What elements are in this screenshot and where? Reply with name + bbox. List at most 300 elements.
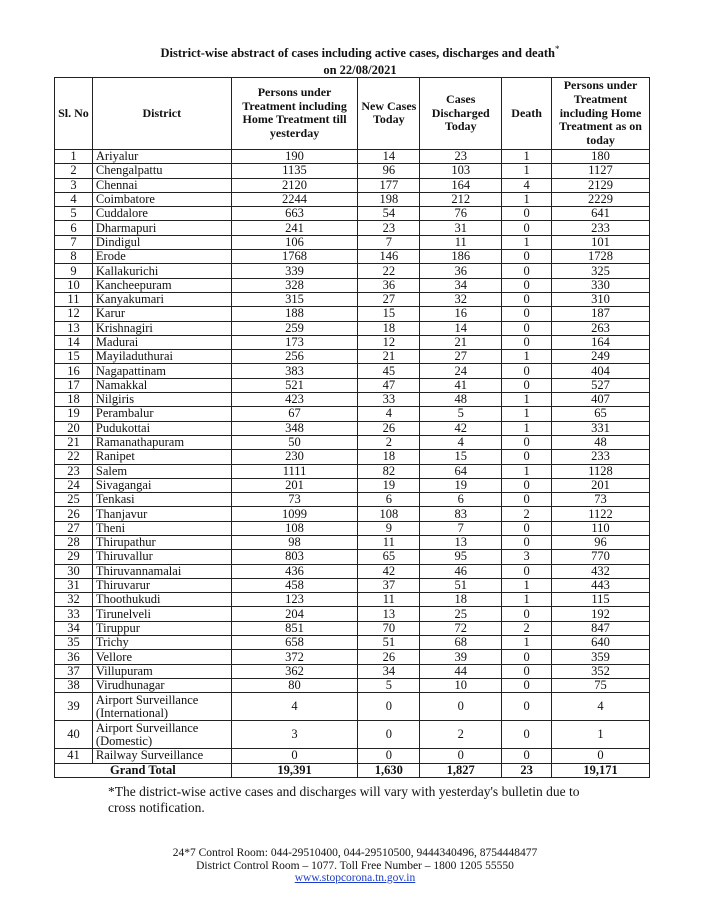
cell-today: 640 — [552, 636, 650, 650]
cell-today: 233 — [552, 450, 650, 464]
table-row — [55, 149, 650, 163]
cell-death: 0 — [502, 664, 552, 678]
header-district: District — [92, 78, 231, 150]
cell-district: Trichy — [92, 636, 231, 650]
cell-death: 1 — [502, 593, 552, 607]
cell-district: Ranipet — [92, 450, 231, 464]
cell-new-cases: 34 — [358, 664, 420, 678]
cell-district: Tirunelveli — [92, 607, 231, 621]
cell-death: 0 — [502, 264, 552, 278]
cell-yesterday: 2244 — [231, 192, 358, 206]
cell-death: 2 — [502, 507, 552, 521]
cell-new-cases: 19 — [358, 478, 420, 492]
table-row — [55, 235, 650, 249]
cell-today: 407 — [552, 393, 650, 407]
cell-sl-no: 6 — [55, 221, 93, 235]
cell-today: 527 — [552, 378, 650, 392]
cell-district: Mayiladuthurai — [92, 350, 231, 364]
cell-yesterday: 423 — [231, 393, 358, 407]
cell-new-cases: 51 — [358, 636, 420, 650]
cell-yesterday: 230 — [231, 450, 358, 464]
cell-discharged: 44 — [420, 664, 502, 678]
cell-new-cases: 15 — [358, 307, 420, 321]
header-death: Death — [502, 78, 552, 150]
header-sl-no: Sl. No — [55, 78, 93, 150]
cell-district: Dharmapuri — [92, 221, 231, 235]
cell-death: 1 — [502, 636, 552, 650]
total-new: 1,630 — [358, 763, 420, 777]
cell-yesterday: 521 — [231, 378, 358, 392]
table-row — [55, 278, 650, 292]
table-row — [55, 407, 650, 421]
cell-yesterday: 241 — [231, 221, 358, 235]
cell-discharged: 15 — [420, 450, 502, 464]
title-line-1: District-wise abstract of cases including active cases, discharges and death — [160, 46, 555, 61]
cell-today: 2229 — [552, 192, 650, 206]
cell-district: Krishnagiri — [92, 321, 231, 335]
grand-total-label: Grand Total — [55, 763, 232, 777]
cell-yesterday: 658 — [231, 636, 358, 650]
cell-discharged: 103 — [420, 164, 502, 178]
cell-discharged: 24 — [420, 364, 502, 378]
cell-yesterday: 106 — [231, 235, 358, 249]
cell-today: 263 — [552, 321, 650, 335]
cell-discharged: 5 — [420, 407, 502, 421]
cell-yesterday: 108 — [231, 521, 358, 535]
cell-new-cases: 82 — [358, 464, 420, 478]
table-row — [55, 678, 650, 692]
cell-death: 0 — [502, 478, 552, 492]
cell-sl-no: 17 — [55, 378, 93, 392]
cell-sl-no: 37 — [55, 664, 93, 678]
cell-sl-no: 9 — [55, 264, 93, 278]
cell-district: Dindigul — [92, 235, 231, 249]
cell-yesterday: 190 — [231, 149, 358, 163]
cell-today: 110 — [552, 521, 650, 535]
cell-sl-no: 22 — [55, 450, 93, 464]
cell-sl-no: 14 — [55, 335, 93, 349]
cell-new-cases: 108 — [358, 507, 420, 521]
cell-discharged: 2 — [420, 721, 502, 749]
cell-sl-no: 23 — [55, 464, 93, 478]
cell-yesterday: 663 — [231, 207, 358, 221]
cell-yesterday: 1111 — [231, 464, 358, 478]
table-row — [55, 521, 650, 535]
table-row — [55, 264, 650, 278]
total-discharged: 1,827 — [420, 763, 502, 777]
cell-new-cases: 36 — [358, 278, 420, 292]
cell-district: Chennai — [92, 178, 231, 192]
cell-today: 187 — [552, 307, 650, 321]
table-row — [55, 621, 650, 635]
cell-death: 4 — [502, 178, 552, 192]
cell-district: Salem — [92, 464, 231, 478]
table-row — [55, 250, 650, 264]
cell-death: 0 — [502, 693, 552, 721]
cell-yesterday: 348 — [231, 421, 358, 435]
table-row — [55, 221, 650, 235]
cell-today: 164 — [552, 335, 650, 349]
cell-new-cases: 37 — [358, 578, 420, 592]
cell-death: 1 — [502, 407, 552, 421]
table-row — [55, 178, 650, 192]
cell-today: 96 — [552, 536, 650, 550]
table-row — [55, 578, 650, 592]
cell-sl-no: 21 — [55, 435, 93, 449]
cell-district: Sivagangai — [92, 478, 231, 492]
total-death: 23 — [502, 763, 552, 777]
cell-sl-no: 40 — [55, 721, 93, 749]
cell-discharged: 13 — [420, 536, 502, 550]
table-row — [55, 207, 650, 221]
table-row — [55, 493, 650, 507]
cell-district: Thirupathur — [92, 536, 231, 550]
cell-district: Thiruvallur — [92, 550, 231, 564]
cell-death: 0 — [502, 564, 552, 578]
cell-district: Kanyakumari — [92, 292, 231, 306]
cell-discharged: 31 — [420, 221, 502, 235]
cell-today: 180 — [552, 149, 650, 163]
cell-sl-no: 3 — [55, 178, 93, 192]
cell-new-cases: 0 — [358, 721, 420, 749]
cell-discharged: 23 — [420, 149, 502, 163]
cell-death: 0 — [502, 321, 552, 335]
cell-today: 115 — [552, 593, 650, 607]
table-row — [55, 321, 650, 335]
cell-death: 0 — [502, 536, 552, 550]
cell-yesterday: 4 — [231, 693, 358, 721]
cell-sl-no: 24 — [55, 478, 93, 492]
cell-district: Thanjavur — [92, 507, 231, 521]
cell-sl-no: 4 — [55, 192, 93, 206]
cell-death: 1 — [502, 578, 552, 592]
cell-new-cases: 21 — [358, 350, 420, 364]
cell-yesterday: 436 — [231, 564, 358, 578]
cell-sl-no: 8 — [55, 250, 93, 264]
total-today: 19,171 — [552, 763, 650, 777]
table-body — [55, 149, 650, 763]
table-row — [55, 536, 650, 550]
cell-discharged: 19 — [420, 478, 502, 492]
cell-new-cases: 42 — [358, 564, 420, 578]
cell-district: Thoothukudi — [92, 593, 231, 607]
cell-district: Chengalpattu — [92, 164, 231, 178]
cell-today: 310 — [552, 292, 650, 306]
cell-district: Theni — [92, 521, 231, 535]
cell-yesterday: 80 — [231, 678, 358, 692]
cell-district: Thiruvarur — [92, 578, 231, 592]
cell-death: 0 — [502, 307, 552, 321]
cell-yesterday: 259 — [231, 321, 358, 335]
cell-discharged: 36 — [420, 264, 502, 278]
cell-yesterday: 1135 — [231, 164, 358, 178]
table-row — [55, 478, 650, 492]
cell-new-cases: 146 — [358, 250, 420, 264]
cell-death: 0 — [502, 378, 552, 392]
district-control-line: District Control Room – 1077. Toll Free Number – 1800 1205 55550 — [196, 859, 514, 872]
cell-death: 0 — [502, 207, 552, 221]
cell-new-cases: 14 — [358, 149, 420, 163]
cell-discharged: 32 — [420, 292, 502, 306]
cell-new-cases: 198 — [358, 192, 420, 206]
header-yesterday: Persons under Treatment including Home Treatment till yesterday — [231, 78, 358, 150]
cell-today: 201 — [552, 478, 650, 492]
cell-yesterday: 2120 — [231, 178, 358, 192]
table-row — [55, 749, 650, 763]
table-row — [55, 464, 650, 478]
cell-sl-no: 31 — [55, 578, 93, 592]
cell-sl-no: 16 — [55, 364, 93, 378]
cell-sl-no: 39 — [55, 693, 93, 721]
cell-discharged: 11 — [420, 235, 502, 249]
cell-yesterday: 256 — [231, 350, 358, 364]
cell-yesterday: 372 — [231, 650, 358, 664]
cell-death: 0 — [502, 221, 552, 235]
cell-new-cases: 27 — [358, 292, 420, 306]
cell-new-cases: 7 — [358, 235, 420, 249]
cell-sl-no: 35 — [55, 636, 93, 650]
cell-discharged: 25 — [420, 607, 502, 621]
cell-death: 1 — [502, 464, 552, 478]
cell-district: Thiruvannamalai — [92, 564, 231, 578]
cell-new-cases: 47 — [358, 378, 420, 392]
cell-yesterday: 98 — [231, 536, 358, 550]
cell-today: 48 — [552, 435, 650, 449]
cell-yesterday: 67 — [231, 407, 358, 421]
cell-yesterday: 3 — [231, 721, 358, 749]
cell-sl-no: 41 — [55, 749, 93, 763]
cell-sl-no: 30 — [55, 564, 93, 578]
header-discharged: Cases Discharged Today — [420, 78, 502, 150]
cell-discharged: 51 — [420, 578, 502, 592]
cell-new-cases: 33 — [358, 393, 420, 407]
cell-discharged: 95 — [420, 550, 502, 564]
cell-discharged: 76 — [420, 207, 502, 221]
cell-new-cases: 23 — [358, 221, 420, 235]
cell-discharged: 27 — [420, 350, 502, 364]
cell-death: 1 — [502, 393, 552, 407]
cell-today: 1728 — [552, 250, 650, 264]
cell-yesterday: 328 — [231, 278, 358, 292]
cell-discharged: 83 — [420, 507, 502, 521]
table-row — [55, 192, 650, 206]
cell-new-cases: 70 — [358, 621, 420, 635]
cell-discharged: 39 — [420, 650, 502, 664]
cell-today: 770 — [552, 550, 650, 564]
cell-new-cases: 6 — [358, 493, 420, 507]
title-asterisk: * — [554, 44, 560, 54]
cell-death: 1 — [502, 164, 552, 178]
cell-death: 0 — [502, 335, 552, 349]
cell-district: Tenkasi — [92, 493, 231, 507]
cell-today: 233 — [552, 221, 650, 235]
cell-district: Nilgiris — [92, 393, 231, 407]
cell-today: 1127 — [552, 164, 650, 178]
cell-today: 0 — [552, 749, 650, 763]
contact-footer — [80, 847, 630, 885]
cell-death: 1 — [502, 421, 552, 435]
footnote: *The district-wise active cases and discharges will vary with yesterday's bulletin due to cross notification. — [108, 784, 580, 815]
cell-new-cases: 177 — [358, 178, 420, 192]
table-row — [55, 693, 650, 721]
cell-discharged: 72 — [420, 621, 502, 635]
cell-sl-no: 26 — [55, 507, 93, 521]
table-row — [55, 164, 650, 178]
cell-yesterday: 188 — [231, 307, 358, 321]
cell-district: Namakkal — [92, 378, 231, 392]
cell-today: 4 — [552, 693, 650, 721]
cell-district: Perambalur — [92, 407, 231, 421]
cell-sl-no: 25 — [55, 493, 93, 507]
cell-discharged: 64 — [420, 464, 502, 478]
cell-yesterday: 339 — [231, 264, 358, 278]
cell-district: Virudhunagar — [92, 678, 231, 692]
cell-new-cases: 26 — [358, 650, 420, 664]
cell-yesterday: 458 — [231, 578, 358, 592]
cell-discharged: 14 — [420, 321, 502, 335]
cell-sl-no: 20 — [55, 421, 93, 435]
cell-yesterday: 204 — [231, 607, 358, 621]
grand-total-row — [55, 763, 650, 777]
table-row — [55, 364, 650, 378]
cell-new-cases: 96 — [358, 164, 420, 178]
cell-district: Nagapattinam — [92, 364, 231, 378]
cell-sl-no: 7 — [55, 235, 93, 249]
cell-district: Pudukottai — [92, 421, 231, 435]
table-row — [55, 636, 650, 650]
cell-discharged: 41 — [420, 378, 502, 392]
cell-yesterday: 383 — [231, 364, 358, 378]
table-row — [55, 307, 650, 321]
website-link[interactable]: www.stopcorona.tn.gov.in — [294, 872, 416, 884]
cell-discharged: 34 — [420, 278, 502, 292]
cell-today: 432 — [552, 564, 650, 578]
cell-new-cases: 26 — [358, 421, 420, 435]
cell-district: Villupuram — [92, 664, 231, 678]
table-row — [55, 593, 650, 607]
cell-district: Vellore — [92, 650, 231, 664]
cell-discharged: 212 — [420, 192, 502, 206]
table-row — [55, 421, 650, 435]
cell-discharged: 48 — [420, 393, 502, 407]
table-row — [55, 507, 650, 521]
cell-district: Kallakurichi — [92, 264, 231, 278]
cell-death: 0 — [502, 650, 552, 664]
cell-new-cases: 45 — [358, 364, 420, 378]
cell-today: 192 — [552, 607, 650, 621]
cell-yesterday: 1768 — [231, 250, 358, 264]
report-title — [60, 41, 660, 79]
cell-death: 0 — [502, 749, 552, 763]
cell-sl-no: 34 — [55, 621, 93, 635]
cell-sl-no: 5 — [55, 207, 93, 221]
table-row — [55, 650, 650, 664]
cell-death: 0 — [502, 292, 552, 306]
cell-today: 2129 — [552, 178, 650, 192]
cell-death: 0 — [502, 521, 552, 535]
cell-new-cases: 13 — [358, 607, 420, 621]
cell-sl-no: 27 — [55, 521, 93, 535]
cell-yesterday: 50 — [231, 435, 358, 449]
table-row — [55, 378, 650, 392]
cell-today: 75 — [552, 678, 650, 692]
cell-new-cases: 4 — [358, 407, 420, 421]
cell-death: 1 — [502, 149, 552, 163]
cell-sl-no: 36 — [55, 650, 93, 664]
cell-district: Karur — [92, 307, 231, 321]
control-room-line: 24*7 Control Room: 044-29510400, 044-29510500, 9444340496, 8754448477 — [172, 847, 538, 859]
cell-death: 0 — [502, 721, 552, 749]
cell-discharged: 0 — [420, 749, 502, 763]
cell-today: 331 — [552, 421, 650, 435]
cell-sl-no: 38 — [55, 678, 93, 692]
header-row — [55, 78, 650, 150]
table-row — [55, 564, 650, 578]
cell-discharged: 21 — [420, 335, 502, 349]
cell-new-cases: 2 — [358, 435, 420, 449]
cell-today: 101 — [552, 235, 650, 249]
cell-death: 0 — [502, 678, 552, 692]
cell-yesterday: 173 — [231, 335, 358, 349]
cell-district: Coimbatore — [92, 192, 231, 206]
cell-new-cases: 0 — [358, 693, 420, 721]
cell-sl-no: 29 — [55, 550, 93, 564]
cell-district: Madurai — [92, 335, 231, 349]
cell-new-cases: 65 — [358, 550, 420, 564]
cell-new-cases: 54 — [358, 207, 420, 221]
table-row — [55, 435, 650, 449]
cell-sl-no: 12 — [55, 307, 93, 321]
cell-yesterday: 201 — [231, 478, 358, 492]
table-row — [55, 607, 650, 621]
cell-district: Ariyalur — [92, 149, 231, 163]
cell-discharged: 46 — [420, 564, 502, 578]
cell-new-cases: 18 — [358, 450, 420, 464]
cell-death: 0 — [502, 364, 552, 378]
cell-today: 404 — [552, 364, 650, 378]
cell-new-cases: 0 — [358, 749, 420, 763]
cell-new-cases: 12 — [358, 335, 420, 349]
cell-sl-no: 2 — [55, 164, 93, 178]
cell-today: 330 — [552, 278, 650, 292]
cell-sl-no: 18 — [55, 393, 93, 407]
cell-death: 0 — [502, 278, 552, 292]
table-row — [55, 450, 650, 464]
table-row — [55, 664, 650, 678]
cell-yesterday: 0 — [231, 749, 358, 763]
cell-today: 1 — [552, 721, 650, 749]
cell-death: 2 — [502, 621, 552, 635]
cell-today: 73 — [552, 493, 650, 507]
cell-today: 65 — [552, 407, 650, 421]
cell-sl-no: 1 — [55, 149, 93, 163]
header-today: Persons under Treatment including Home Treatment as on today — [552, 78, 650, 150]
total-yesterday: 19,391 — [231, 763, 358, 777]
cell-discharged: 164 — [420, 178, 502, 192]
cell-yesterday: 851 — [231, 621, 358, 635]
cell-death: 0 — [502, 250, 552, 264]
cell-discharged: 16 — [420, 307, 502, 321]
cell-today: 352 — [552, 664, 650, 678]
cell-today: 359 — [552, 650, 650, 664]
cell-district: Airport Surveillance (Domestic) — [92, 721, 231, 749]
header-new-cases: New Cases Today — [358, 78, 420, 150]
cell-death: 1 — [502, 192, 552, 206]
table-row — [55, 335, 650, 349]
cell-discharged: 18 — [420, 593, 502, 607]
cell-sl-no: 28 — [55, 536, 93, 550]
cell-new-cases: 5 — [358, 678, 420, 692]
